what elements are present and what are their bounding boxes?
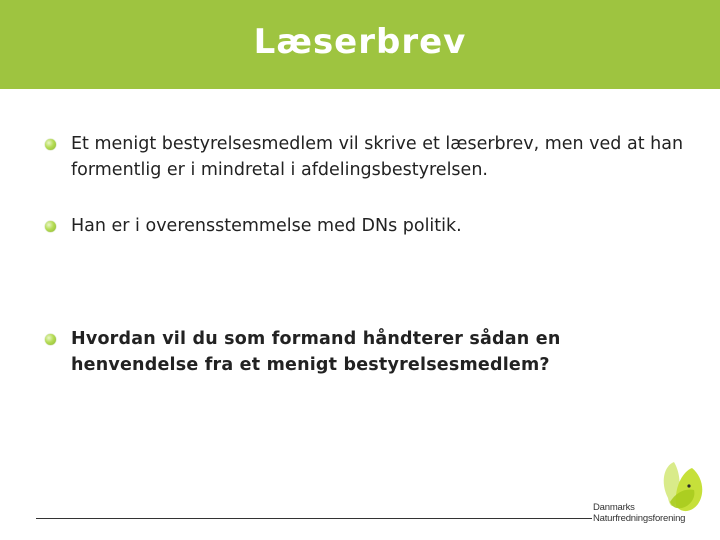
bullet-text: Han er i overensstemmelse med DNs politik. [71,216,462,236]
logo-text-line2: Naturfredningsforening [593,513,686,524]
title-bar [0,0,720,89]
bullet-dot-icon [45,221,56,232]
bullet-dot-icon [45,334,56,345]
bullet-text: Et menigt bestyrelsesmedlem vil skrive et læserbrev, men ved at han formentlig er i mindretal i afdelingsbestyrelsen. [71,134,684,180]
bullet-dot-icon [45,139,56,150]
logo-text-line1: Danmarks [593,502,635,513]
footer-divider [36,518,592,519]
slide-title: Læserbrev [253,21,467,62]
bullet-text-question: Hvordan vil du som formand håndterer sådan en henvendelse fra et menigt bestyrelsesmedlem? [71,329,561,375]
